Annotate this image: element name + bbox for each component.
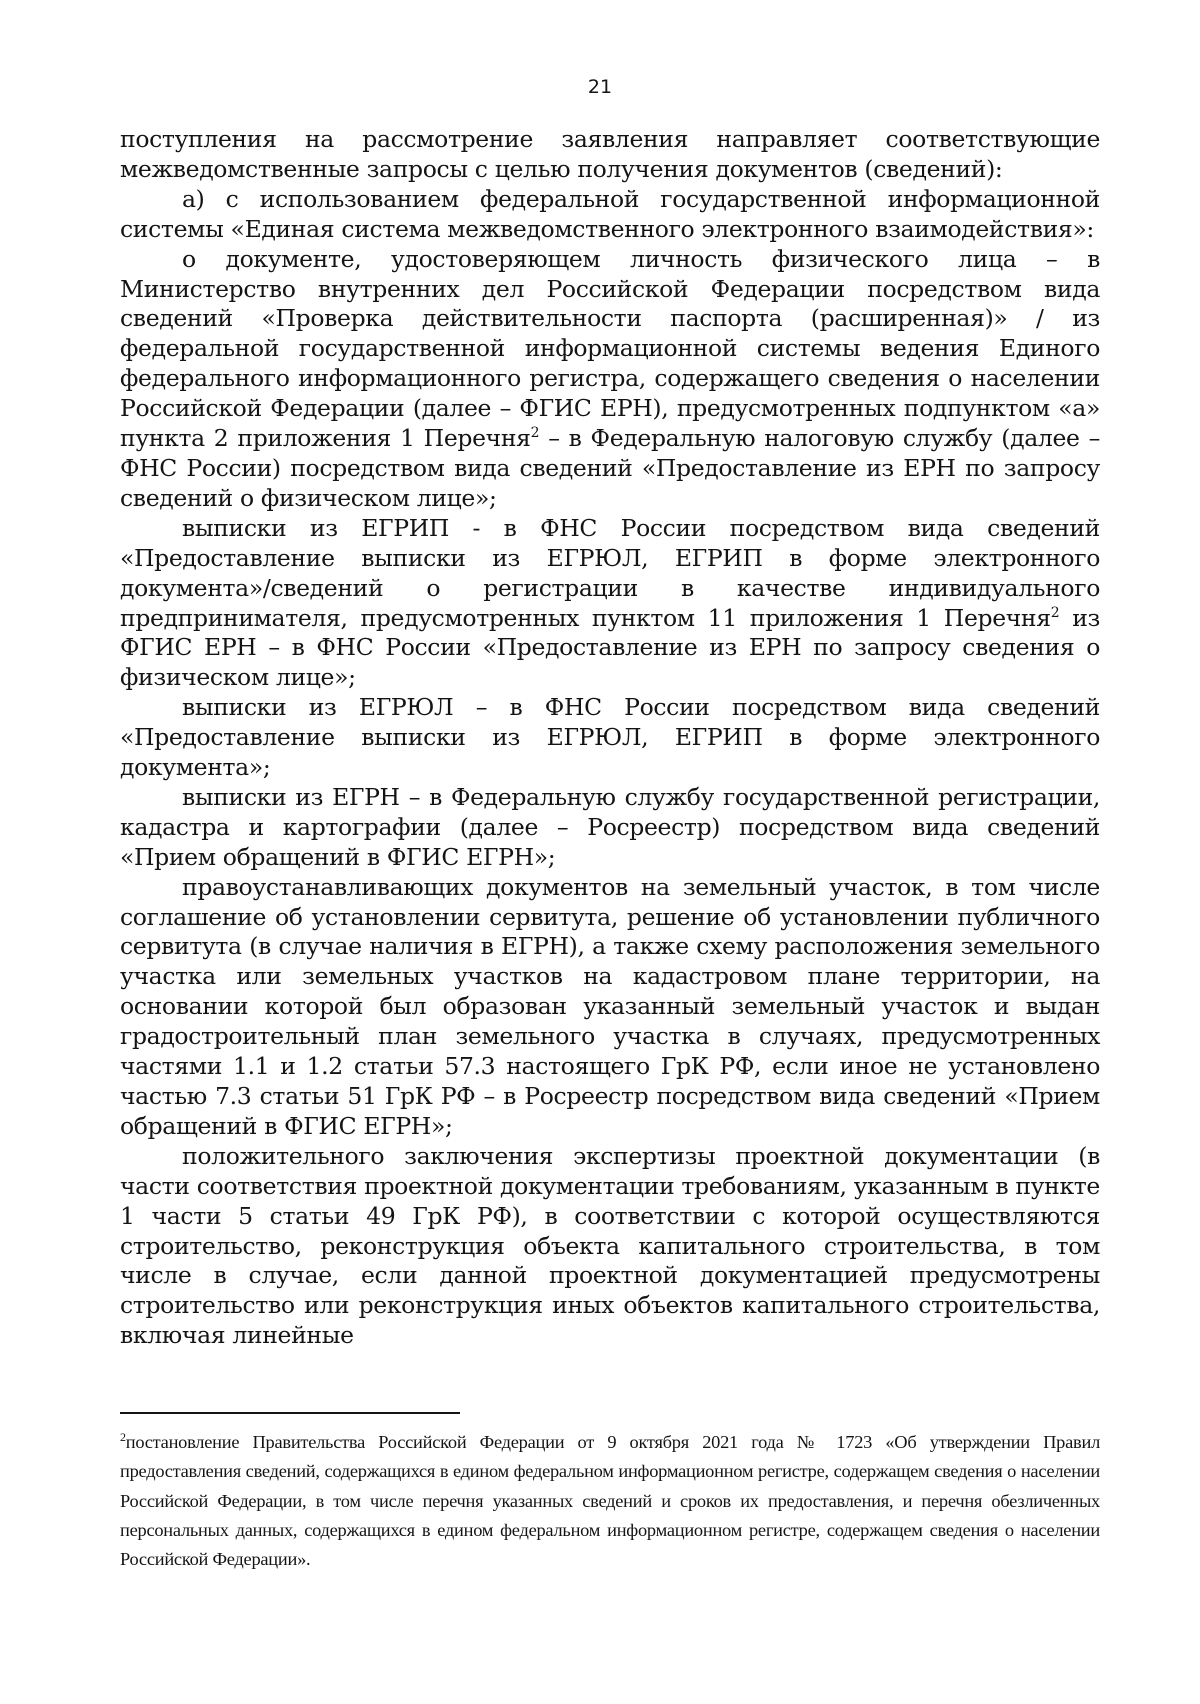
footnote-text: постановление Правительства Российской Федерации от 9 октября 2021 года № 1723 «Об утверждении Правил предоставления сведений, содержащихся в едином федеральном информационном регистре, содержащем сведения о населении Российской Федерации, в том числе перечня указанных сведений и сроков их предоставления, и перечня обезличенных персональных данных, содержащихся в едином федеральном информационном регистре, содержащем сведения о населении Российской Федерации». — [120, 1432, 1100, 1570]
paragraph-text: выписки из ЕГРИП - в ФНС России посредством вида сведений «Предоставление выписки из ЕГРЮЛ, ЕГРИП в форме электронного документа»/сведений о регистрации в качестве индивидуального предпринимателя, предусмотренных пунктом 11 приложения 1 Перечня — [120, 513, 1100, 632]
paragraph-expertise-conclusion: положительного заключения экспертизы проектной документации (в части соответствия проектной документации требованиям, указанным в пункте 1 части 5 статьи 49 ГрК РФ), в соответствии с которой осуществляются строительство, реконструкция объекта капитального строительства, в том числе в случае, если данной проектной документацией предусмотрены строительство или реконструкция иных объектов капитального строительства, включая линейные — [120, 1141, 1100, 1350]
paragraph-egrip-extract — [120, 514, 1100, 693]
paragraph-title-documents: правоустанавливающих документов на земельный участок, в том числе соглашение об установлении сервитута, решение об установлении публичного сервитута (в случае наличия в ЕГРН), а также схему расположения земельного участка или земельных участков на кадастровом плане территории, на основании которой был образован указанный земельный участок и выдан градостроительный план земельного участка в случаях, предусмотренных частями 1.1 и 1.2 статьи 57.3 настоящего ГрК РФ, если иное не установлено частью 7.3 статьи 51 ГрК РФ – в Росреестр посредством вида сведений «Прием обращений в ФГИС ЕГРН»; — [120, 872, 1100, 1140]
paragraph-text: из ФГИС ЕРН – в ФНС России «Предоставление из ЕРН по запросу сведения о физическом лице»; — [120, 603, 1100, 692]
footnote-separator — [120, 1412, 460, 1414]
footnote — [120, 1428, 1100, 1574]
paragraph-text: – в Федеральную налоговую службу (далее – ФНС России) посредством вида сведений «Предоставление из ЕРН по запросу сведений о физическом лице»; — [120, 424, 1101, 512]
paragraph-egrn-extract: выписки из ЕГРН – в Федеральную службу государственной регистрации, кадастра и картографии (далее – Росреестр) посредством вида сведений «Прием обращений в ФГИС ЕГРН»; — [120, 782, 1100, 871]
main-text — [120, 125, 1100, 1351]
paragraph-continuation: поступления на рассмотрение заявления направляет соответствующие межведомственные запросы с целью получения документов (сведений): — [120, 125, 1100, 183]
footnote-reference: 2 — [530, 425, 540, 442]
footnote-marker: 2 — [120, 1429, 126, 1444]
paragraph-text: о документе, удостоверяющем личность физического лица – в Министерство внутренних дел Российской Федерации посредством вида сведений «Проверка действительности паспорта (расширенная)» / из федеральной государственной информационной системы ведения Единого федерального информационного регистра, содержащего сведения о населении Российской Федерации (далее – ФГИС ЕРН), предусмотренных подпунктом «а» пункта 2 приложения 1 Перечня — [120, 244, 1100, 453]
paragraph-subitem-a: а) с использованием федеральной государственной информационной системы «Единая система межведомственного электронного взаимодействия»: — [120, 184, 1100, 243]
paragraph-egrul-extract: выписки из ЕГРЮЛ – в ФНС России посредством вида сведений «Предоставление выписки из ЕГРЮЛ, ЕГРИП в форме электронного документа»; — [120, 693, 1100, 782]
footnote-reference: 2 — [1050, 604, 1060, 621]
paragraph-identity-document — [120, 245, 1100, 514]
page-number: 21 — [587, 76, 613, 98]
